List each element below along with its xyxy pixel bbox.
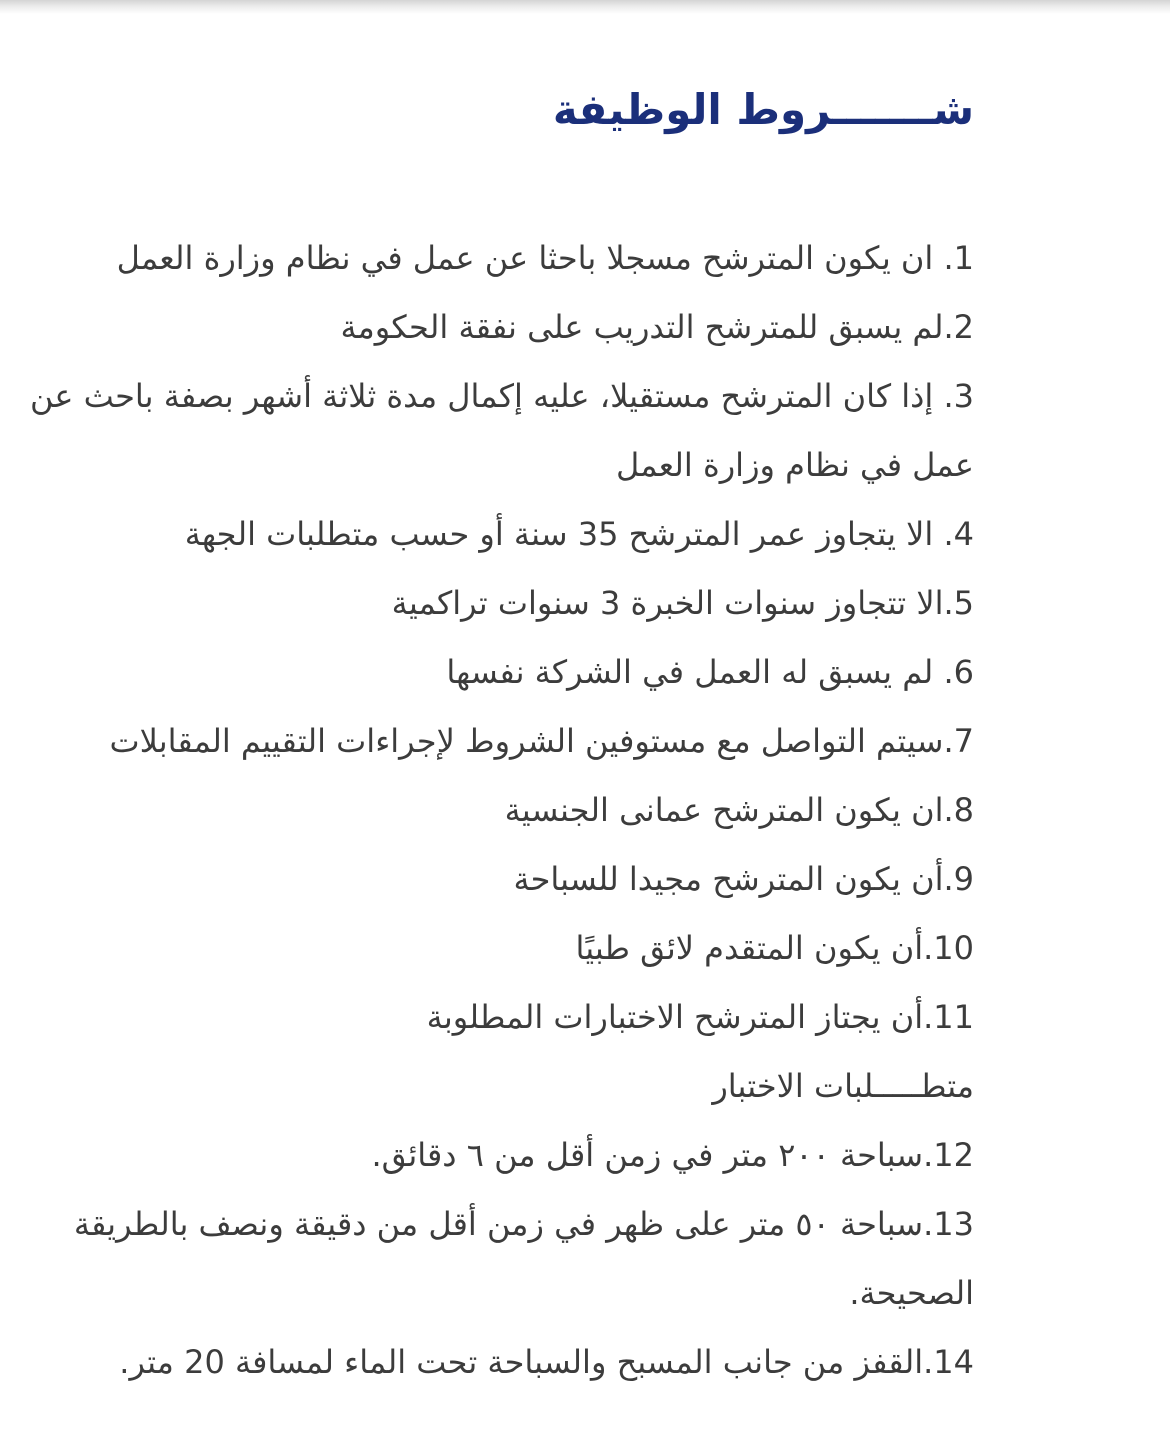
list-item: 7.سيتم التواصل مع مستوفين الشروط لإجراءات التقييم المقابلات [109,722,974,760]
list-item: 5.الا تتجاوز سنوات الخبرة 3 سنوات تراكمية [391,584,974,622]
page-title: شـــــــروط الوظيفة [552,85,974,134]
conditions-list [0,224,974,1397]
list-item: 12.سباحة ٢٠٠ متر في زمن أقل من ٦ دقائق. [371,1136,974,1174]
list-item: 14.القفز من جانب المسبح والسباحة تحت الماء لمسافة 20 متر. [119,1343,974,1381]
list-item: عمل في نظام وزارة العمل [615,446,974,484]
list-item: 2.لم يسبق للمترشح التدريب على نفقة الحكومة [340,308,974,346]
list-item: 4. الا يتجاوز عمر المترشح 35 سنة أو حسب متطلبات الجهة [184,515,974,553]
top-shadow-divider [0,0,1170,14]
list-item: 10.أن يكون المتقدم لائق طبيًا [575,929,974,967]
list-item: 9.أن يكون المترشح مجيدا للسباحة [513,860,974,898]
list-item: 1. ان يكون المترشح مسجلا باحثا عن عمل في نظام وزارة العمل [116,239,974,277]
list-item: 3. إذا كان المترشح مستقيلا، عليه إكمال مدة ثلاثة أشهر بصفة باحث عن [30,377,974,415]
section-heading-test-requirements: متطـــــلبات الاختبار [712,1067,974,1105]
list-item: 6. لم يسبق له العمل في الشركة نفسها [446,653,974,691]
list-item: 11.أن يجتاز المترشح الاختبارات المطلوبة [426,998,974,1036]
list-item: 8.ان يكون المترشح عمانى الجنسية [504,791,974,829]
list-item: 13.سباحة ٥٠ متر على ظهر في زمن أقل من دقيقة ونصف بالطريقة [73,1205,974,1243]
list-item: الصحيحة. [849,1274,974,1312]
